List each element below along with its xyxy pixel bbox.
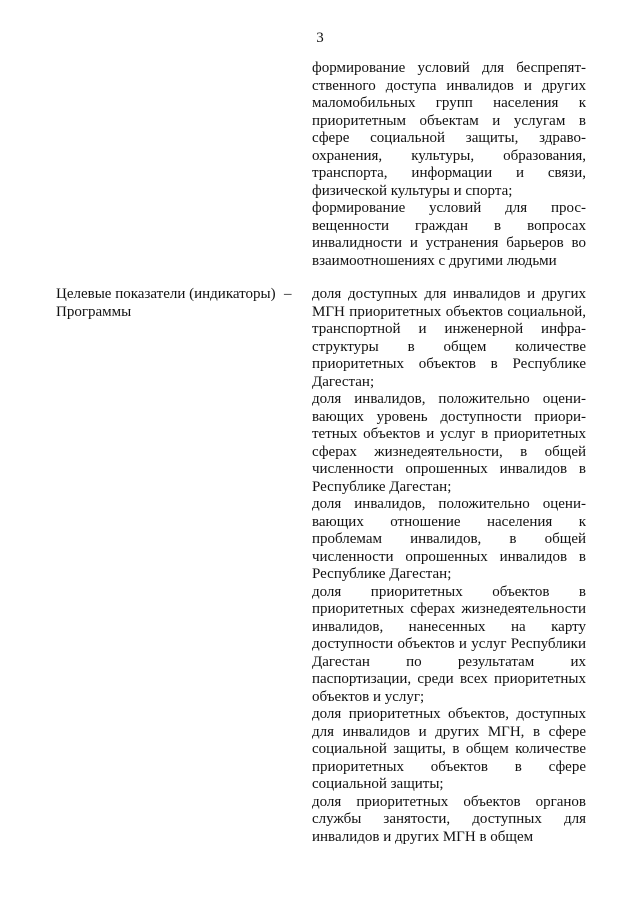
goal-paragraph: формирование условий для просвещенности граждан в вопросах инвалидности и устранения барьеров во взаимоотношениях с другими людьми — [312, 200, 586, 269]
indicators-label: Целевые показатели (индикаторы) Программы — [56, 286, 276, 320]
indicators-column — [312, 286, 586, 846]
goals-column — [312, 60, 586, 270]
indicator-paragraph: доля инвалидов, положительно оценивающих уровень доступности приоритетных объектов и услуг в приоритетных сферах жизнедеятельности, в общей численности опрошенных инвалидов в Республике Дагестан; — [312, 391, 586, 495]
indicator-paragraph: доля приоритетных объектов в приоритетных сферах жизнедеятельности инвалидов, нанесенных на карту доступности объектов и услуг Республики Дагестан по результатам их паспортизации, среди всех приоритетных объектов и услуг; — [312, 583, 586, 705]
indicator-paragraph: доля приоритетных объектов органов службы занятости, доступных для инвалидов и других МГН в общем — [312, 793, 586, 845]
goal-paragraph: формирование условий для беспрепятственного доступа инвалидов и других маломобильных групп населения к приоритетным объектам и услугам в сфере социальной защиты, здравоохранения, культуры, образования, транспорта, информации и связи, физической культуры и спорта; — [312, 60, 586, 199]
indicator-paragraph: доля доступных для инвалидов и других МГН приоритетных объектов социальной, транспортной и инженерной инфраструктуры в общем количестве приоритетных объектов в Республике Дагестан; — [312, 286, 586, 390]
indicator-paragraph: доля инвалидов, положительно оценивающих отношение населения к проблемам инвалидов, в общей численности опрошенных инвалидов в Республике Дагестан; — [312, 496, 586, 582]
page-number: 3 — [316, 30, 324, 46]
indicators-dash: – — [284, 286, 292, 302]
indicator-paragraph: доля приоритетных объектов, доступных для инвалидов и других МГН, в сфере социальной защиты, в общем количестве приоритетных объектов в сфере социальной защиты; — [312, 706, 586, 792]
